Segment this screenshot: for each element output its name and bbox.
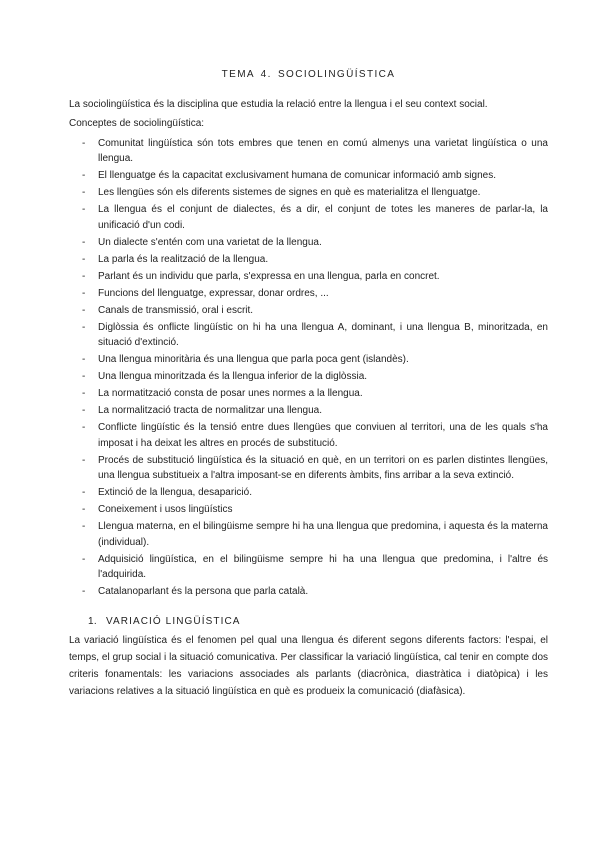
- bullet-marker: -: [82, 253, 86, 265]
- list-item-text: Parlant és un individu que parla, s'expressa en una llengua, parla en concret.: [98, 270, 440, 282]
- bullet-marker: -: [82, 422, 86, 433]
- bullet-marker: -: [82, 321, 86, 333]
- bullet-marker: -: [82, 405, 86, 416]
- bullet-marker: -: [82, 270, 86, 282]
- list-item: [69, 552, 548, 583]
- section-number: 1.: [88, 615, 97, 627]
- list-item: [69, 502, 548, 518]
- list-item: [69, 403, 548, 419]
- bullet-marker: -: [82, 487, 86, 498]
- list-item: [69, 286, 548, 302]
- list-item-text: Diglòssia és onflicte lingüístic on hi ha una llengua A, dominant, i una llengua B, minoritzada, en situació d'extinció.: [98, 321, 548, 348]
- section-title: VARIACIÓ LINGÜÍSTICA: [105, 615, 241, 627]
- list-item: [69, 420, 548, 451]
- list-item: [69, 252, 548, 268]
- list-item-text: Comunitat lingüística són tots embres que tenen en comú almenys una varietat lingüística o una llengua.: [98, 137, 548, 164]
- list-item: [69, 235, 548, 251]
- concepts-list: [69, 136, 548, 600]
- bullet-marker: -: [82, 388, 86, 399]
- list-item: [69, 453, 548, 484]
- intro-paragraph: La sociolingüística és la disciplina que estudia la relació entre la llengua i el seu context social.: [69, 98, 488, 110]
- bullet-marker: -: [82, 137, 86, 149]
- concepts-heading: Conceptes de sociolingüística:: [69, 118, 205, 129]
- list-item: [69, 485, 548, 501]
- list-item: [69, 386, 548, 402]
- section-body-paragraph: La variació lingüística és el fenomen pel qual una llengua és diferent segons diferents factors: l'espai, el temps, el grup social i la situació comunicativa. Per classificar la variació lingüística, cal tenir en compte dos criteris fonamentals: les variacions associades als parlants (diacrònica, diastràtica i diatòpica) i les variacions relatives a la situació lingüística en què es produeix la comunicació (diafàsica).: [69, 635, 548, 697]
- bullet-marker: -: [82, 236, 86, 248]
- list-item: [69, 269, 548, 285]
- list-item-text: Un dialecte s'entén com una varietat de la llengua.: [98, 236, 322, 248]
- bullet-marker: -: [82, 304, 86, 316]
- bullet-marker: -: [82, 204, 86, 215]
- list-item: [69, 168, 548, 184]
- list-item-text: La llengua és el conjunt de dialectes, és a dir, el conjunt de totes les maneres de parlar-la, la unificació d'un codi.: [98, 204, 548, 231]
- list-item-text: Una llengua minoritzada és la llengua inferior de la diglòssia.: [98, 371, 368, 382]
- list-item: [69, 303, 548, 319]
- list-item-text: Catalanoparlant és la persona que parla català.: [98, 586, 309, 597]
- bullet-marker: -: [82, 454, 86, 466]
- bullet-marker: -: [82, 521, 86, 532]
- list-item-text: Funcions del llenguatge, expressar, donar ordres, ...: [98, 287, 329, 299]
- bullet-marker: -: [82, 170, 86, 181]
- section-heading: [69, 614, 548, 630]
- page-title: TEMA 4. SOCIOLINGÜÍSTICA: [221, 69, 396, 80]
- list-item: [69, 136, 548, 167]
- list-item-text: El llenguatge és la capacitat exclusivament humana de comunicar informació amb signes.: [98, 170, 496, 181]
- list-item-text: La parla és la realització de la llengua.: [98, 253, 269, 265]
- list-item: [69, 369, 548, 385]
- bullet-marker: -: [82, 287, 86, 299]
- bullet-marker: -: [82, 354, 86, 365]
- list-item: [69, 202, 548, 233]
- list-item-text: Procés de substitució lingüística és la situació en què, en un territori on es parlen distintes llengües, una llengua substitueix a l'altra imposant-se en diferents àmbits, fins arribar a la seva extinció.: [98, 454, 548, 481]
- bullet-marker: -: [82, 371, 86, 382]
- list-item-text: La normalització tracta de normalitzar una llengua.: [98, 405, 323, 416]
- list-item: [69, 584, 548, 600]
- bullet-marker: -: [82, 586, 86, 597]
- list-item: [69, 519, 548, 550]
- list-item-text: Extinció de la llengua, desaparició.: [98, 487, 252, 498]
- bullet-marker: -: [82, 187, 86, 198]
- list-item: [69, 185, 548, 201]
- list-item-text: Les llengües són els diferents sistemes de signes en què es materialitza el llenguatge.: [98, 187, 481, 198]
- list-item-text: La normatització consta de posar unes normes a la llengua.: [98, 388, 363, 399]
- bullet-marker: -: [82, 504, 86, 515]
- bullet-marker: -: [82, 553, 86, 565]
- list-item-text: Canals de transmissió, oral i escrit.: [98, 304, 254, 316]
- list-item-text: Una llengua minoritària és una llengua que parla poca gent (islandès).: [98, 354, 409, 365]
- list-item-text: Adquisició lingüística, en el bilingüisme sempre hi ha una llengua que predomina, i l'altre és l'adquirida.: [98, 553, 548, 580]
- list-item-text: Coneixement i usos lingüístics: [98, 504, 233, 515]
- list-item-text: Llengua materna, en el bilingüisme sempre hi ha una llengua que predomina, i aquesta és la materna (individual).: [98, 521, 548, 548]
- list-item: [69, 320, 548, 351]
- list-item: [69, 352, 548, 368]
- list-item-text: Conflicte lingüístic és la tensió entre dues llengües que conviuen al territori, una de les quals s'ha imposat i ha deixat les altres en procés de substitució.: [98, 422, 548, 449]
